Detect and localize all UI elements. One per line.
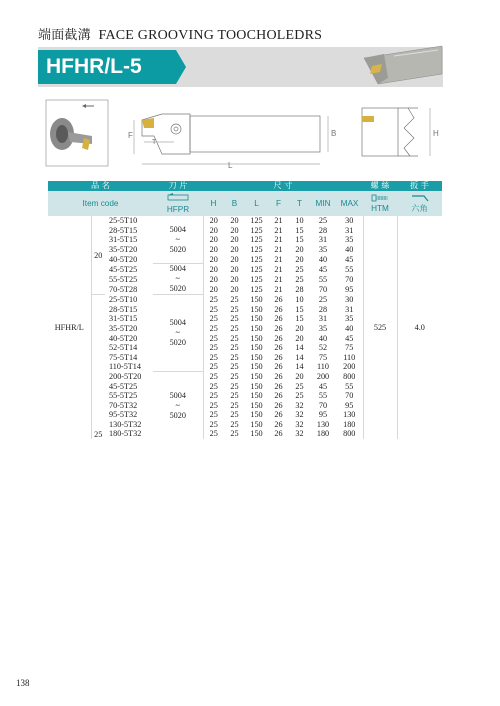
dim-value: 26 <box>274 352 283 362</box>
family-cell: HFHR/L <box>48 216 91 439</box>
dim-value: 150 <box>250 343 263 353</box>
col-dims: 尺 寸 <box>203 181 363 191</box>
dim-value: 150 <box>250 295 263 305</box>
dim-value: 26 <box>274 429 283 439</box>
dim-value: 125 <box>250 254 263 264</box>
dim-value: 26 <box>274 343 283 353</box>
insert-code-cell <box>153 191 203 216</box>
item-code: 200-5T20 <box>109 371 142 381</box>
tool-photo <box>354 44 444 88</box>
dim-value: 200 <box>343 362 356 372</box>
dim-value: 25 <box>203 401 224 411</box>
dim-value: 25 <box>203 391 224 401</box>
workpiece-view <box>46 100 108 166</box>
item-code: 110-5T14 <box>109 362 141 372</box>
end-view <box>362 108 430 156</box>
dim-value: 125 <box>250 216 263 226</box>
dim-value: 75 <box>345 343 354 353</box>
dim-t-header: T <box>289 191 310 216</box>
dim-value: 26 <box>274 323 283 333</box>
dim-value: 31 <box>318 235 328 245</box>
col-screw: 螺 絲 <box>363 181 397 191</box>
dim-value: 25 <box>203 324 224 334</box>
dim-value: 45 <box>318 264 328 274</box>
dim-value: 35 <box>318 323 328 333</box>
dim-f-label: F <box>128 131 133 140</box>
dim-value: 25 <box>230 371 239 381</box>
dim-f-header: F <box>268 191 289 216</box>
insert-code-label: HFPR <box>166 204 190 214</box>
dim-value: 800 <box>343 371 356 381</box>
dim-value: 26 <box>274 410 283 420</box>
dim-value: 20 <box>203 216 224 226</box>
insert-range-line: 5020 <box>169 284 186 294</box>
dim-value: 52 <box>318 343 328 353</box>
dim-value: 10 <box>295 295 304 305</box>
dim-value: 125 <box>250 285 263 295</box>
page-number: 138 <box>16 678 30 688</box>
dim-value: 25 <box>203 333 224 343</box>
insert-range-line: 5004 <box>169 390 186 400</box>
table-header-codes <box>48 191 442 216</box>
dim-value: 25 <box>203 429 224 439</box>
item-code: 45-5T25 <box>109 264 138 274</box>
dim-value: 25 <box>295 391 304 401</box>
item-code: 28-5T15 <box>109 225 138 235</box>
dim-value: 110 <box>343 352 356 362</box>
wrench-code-cell <box>397 191 442 216</box>
dim-value: 25 <box>230 304 239 314</box>
dim-value: 25 <box>203 372 224 382</box>
dim-value: 21 <box>274 264 283 274</box>
dim-value: 25 <box>203 314 224 324</box>
insert-range-line: 5020 <box>169 244 186 254</box>
dim-value: 20 <box>203 235 224 245</box>
dim-value: 28 <box>318 225 328 235</box>
page-header <box>38 24 443 44</box>
insert-range-cell <box>153 295 203 372</box>
dim-value: 15 <box>295 314 304 324</box>
dim-value: 14 <box>295 362 304 372</box>
dim-value: 55 <box>345 381 354 391</box>
dim-value: 26 <box>274 400 283 410</box>
item-code: 25-5T10 <box>109 216 138 226</box>
dim-value: 800 <box>343 429 356 439</box>
dim-value: 125 <box>250 244 263 254</box>
item-code-label: Item code <box>48 191 153 216</box>
dim-value: 25 <box>230 343 239 353</box>
dim-value: 31 <box>318 314 328 324</box>
dim-value: 20 <box>295 244 304 254</box>
item-code: 130-5T32 <box>109 419 142 429</box>
dim-value: 15 <box>295 235 304 245</box>
table-header-cn <box>48 181 442 191</box>
dim-value: 25 <box>230 333 239 343</box>
dim-value: 25 <box>203 353 224 363</box>
dim-value: 21 <box>274 225 283 235</box>
dim-value: 32 <box>295 429 304 439</box>
item-code: 45-5T25 <box>109 381 138 391</box>
dim-value: 20 <box>230 285 239 295</box>
dim-b-header: B <box>224 191 245 216</box>
dim-value: 55 <box>318 391 328 401</box>
dim-value: 25 <box>230 381 239 391</box>
dim-value: 21 <box>274 285 283 295</box>
dim-value: 95 <box>318 410 328 420</box>
insert-range-cell <box>153 216 203 264</box>
dim-value: 20 <box>203 264 224 274</box>
dim-value: 25 <box>203 295 224 305</box>
item-code: 40-5T20 <box>109 333 138 343</box>
dim-value: 95 <box>345 285 354 295</box>
dim-value: 26 <box>274 314 283 324</box>
shank-size-cell: 20 <box>94 250 103 260</box>
dim-value: 70 <box>345 391 354 401</box>
insert-range-cell <box>153 264 203 295</box>
dim-value: 25 <box>203 420 224 430</box>
dim-h-label: H <box>433 129 439 138</box>
insert-range-line: ~ <box>175 328 180 338</box>
dim-value: 25 <box>230 400 239 410</box>
dim-value: 25 <box>203 343 224 353</box>
dim-b-label: B <box>331 129 337 138</box>
dim-value: 180 <box>343 419 356 429</box>
header-cn: 端面截溝 <box>38 28 91 43</box>
dim-l-label: L <box>228 161 233 170</box>
dim-value: 150 <box>250 429 263 439</box>
dim-value: 20 <box>203 226 224 236</box>
item-code: 35-5T20 <box>109 244 138 254</box>
item-code: 70-5T32 <box>109 400 138 410</box>
insert-range-line: ~ <box>175 274 180 284</box>
dim-value: 130 <box>343 410 356 420</box>
dim-value: 25 <box>295 381 304 391</box>
dim-value: 14 <box>295 343 304 353</box>
dim-value: 31 <box>345 304 354 314</box>
dim-value: 20 <box>230 244 239 254</box>
item-code: 31-5T15 <box>109 314 138 324</box>
screw-code-cell <box>363 191 397 216</box>
dim-value: 26 <box>274 381 283 391</box>
item-code: 70-5T28 <box>109 285 138 295</box>
dim-value: 20 <box>203 254 224 264</box>
screw-code-label: HTM <box>371 204 389 213</box>
dim-value: 28 <box>318 304 328 314</box>
dim-min-header: MIN <box>310 191 336 216</box>
wrench-cell: 4.0 <box>397 216 442 439</box>
dim-value: 20 <box>295 371 304 381</box>
dim-value: 150 <box>250 371 263 381</box>
dim-value: 25 <box>230 429 239 439</box>
dim-value: 20 <box>230 274 239 284</box>
insert-range-cell <box>153 372 203 439</box>
dim-value: 21 <box>274 254 283 264</box>
dim-value: 25 <box>230 314 239 324</box>
insert-range-line: 5004 <box>169 318 186 328</box>
item-code: 55-5T25 <box>109 274 138 284</box>
dim-value: 20 <box>203 285 224 295</box>
insert-range-line: ~ <box>175 400 180 410</box>
dim-value: 40 <box>318 254 328 264</box>
insert-range-line: 5004 <box>169 224 186 234</box>
dim-value: 10 <box>295 216 304 226</box>
dim-value: 32 <box>295 410 304 420</box>
dim-value: 26 <box>274 419 283 429</box>
dim-value: 55 <box>345 264 354 274</box>
dim-value: 130 <box>316 419 330 429</box>
shank-size-cell: 25 <box>91 295 105 439</box>
dim-value: 55 <box>318 274 328 284</box>
item-code: 40-5T20 <box>109 254 138 264</box>
wrench-code-label: 六角 <box>411 204 428 213</box>
title-arrow <box>176 50 186 84</box>
item-code: 52-5T14 <box>109 343 138 353</box>
dim-value: 45 <box>345 254 354 264</box>
dim-value: 25 <box>295 274 304 284</box>
dim-value: 150 <box>250 362 263 372</box>
dim-value: 70 <box>318 285 328 295</box>
item-code: 75-5T14 <box>109 352 138 362</box>
dim-value: 200 <box>316 371 330 381</box>
dim-value: 40 <box>318 333 328 343</box>
item-code: 25-5T10 <box>109 295 138 305</box>
dim-value: 20 <box>295 254 304 264</box>
dim-value: 95 <box>345 400 354 410</box>
dim-value: 125 <box>250 235 263 245</box>
dim-value: 25 <box>203 362 224 372</box>
dim-value: 125 <box>250 274 263 284</box>
table-row <box>48 216 442 226</box>
dim-value: 20 <box>230 264 239 274</box>
dim-value: 30 <box>345 216 354 226</box>
dim-value: 25 <box>230 362 239 372</box>
dim-value: 20 <box>230 216 239 226</box>
item-code: 28-5T15 <box>109 304 138 314</box>
screw-cell: 525 <box>363 216 397 439</box>
dim-value: 14 <box>295 352 304 362</box>
dim-value: 20 <box>203 274 224 284</box>
dim-value: 40 <box>345 244 354 254</box>
dim-t-label: T <box>152 139 157 146</box>
dim-value: 26 <box>274 295 283 305</box>
dim-value: 26 <box>274 391 283 401</box>
dim-value: 32 <box>295 400 304 410</box>
dim-value: 150 <box>250 419 263 429</box>
dim-value: 150 <box>250 352 263 362</box>
dim-value: 20 <box>230 225 239 235</box>
dim-value: 35 <box>345 314 354 324</box>
dim-value: 26 <box>274 362 283 372</box>
dim-value: 45 <box>318 381 328 391</box>
dim-value: 35 <box>318 244 328 254</box>
dim-value: 150 <box>250 400 263 410</box>
dim-value: 180 <box>316 429 330 439</box>
dim-value: 25 <box>230 295 239 305</box>
dim-value: 25 <box>295 264 304 274</box>
dim-value: 110 <box>317 362 329 372</box>
screw-icon <box>371 194 389 202</box>
dim-value: 25 <box>230 391 239 401</box>
dim-value: 40 <box>345 323 354 333</box>
dim-value: 150 <box>250 314 263 324</box>
dim-l-header: L <box>245 191 268 216</box>
dim-value: 45 <box>345 333 354 343</box>
dim-value: 20 <box>295 333 304 343</box>
item-code: 31-5T15 <box>109 235 138 245</box>
dim-value: 28 <box>295 285 304 295</box>
spec-table <box>48 181 442 439</box>
dim-value: 20 <box>295 323 304 333</box>
dim-value: 21 <box>274 244 283 254</box>
dim-value: 31 <box>345 225 354 235</box>
dim-value: 25 <box>230 410 239 420</box>
dim-value: 32 <box>295 419 304 429</box>
dim-value: 25 <box>203 381 224 391</box>
dim-value: 20 <box>230 254 239 264</box>
col-name: 品 名 <box>48 181 153 191</box>
header-en: FACE GROOVING TOOCHOLEDRS <box>98 28 323 43</box>
dim-value: 25 <box>203 305 224 315</box>
dim-value: 25 <box>230 419 239 429</box>
dim-value: 150 <box>250 391 263 401</box>
dim-value: 70 <box>318 400 328 410</box>
dim-value: 26 <box>274 333 283 343</box>
dim-value: 125 <box>250 264 263 274</box>
technical-drawing <box>44 98 444 170</box>
product-title: HFHR/L-5 <box>38 50 176 84</box>
insert-range-line: 5004 <box>169 264 186 274</box>
dim-value: 30 <box>345 295 354 305</box>
dim-value: 150 <box>250 304 263 314</box>
dim-value: 25 <box>230 352 239 362</box>
dim-value: 35 <box>345 235 354 245</box>
dim-value: 25 <box>230 323 239 333</box>
dim-value: 150 <box>250 381 263 391</box>
dim-value: 125 <box>250 225 263 235</box>
dim-value: 21 <box>274 216 283 226</box>
dim-max-header: MAX <box>336 191 363 216</box>
dim-value: 150 <box>250 333 263 343</box>
dim-value: 70 <box>345 274 354 284</box>
item-code: 55-5T25 <box>109 391 138 401</box>
dim-value: 26 <box>274 304 283 314</box>
dim-value: 150 <box>250 323 263 333</box>
dim-value: 15 <box>295 225 304 235</box>
side-view <box>134 114 328 164</box>
insert-range-line: ~ <box>175 234 180 244</box>
dim-value: 20 <box>203 245 224 255</box>
dim-value: 21 <box>274 274 283 284</box>
dim-value: 75 <box>318 352 328 362</box>
dim-value: 26 <box>274 371 283 381</box>
item-code: 180-5T32 <box>109 429 142 439</box>
hex-key-icon <box>410 194 430 202</box>
dim-value: 25 <box>318 216 328 226</box>
dim-value: 21 <box>274 235 283 245</box>
dim-h-header: H <box>203 191 224 216</box>
dim-value: 20 <box>230 235 239 245</box>
insert-range-line: 5020 <box>169 410 186 420</box>
item-code: 35-5T20 <box>109 323 138 333</box>
col-wrench: 扳 手 <box>397 181 442 191</box>
dim-value: 150 <box>250 410 263 420</box>
col-insert: 刀 片 <box>153 181 203 191</box>
insert-icon <box>167 193 189 202</box>
insert-range-line: 5020 <box>169 338 186 348</box>
dim-value: 25 <box>318 295 328 305</box>
item-code: 95-5T32 <box>109 410 138 420</box>
dim-value: 15 <box>295 304 304 314</box>
dim-value: 25 <box>203 410 224 420</box>
